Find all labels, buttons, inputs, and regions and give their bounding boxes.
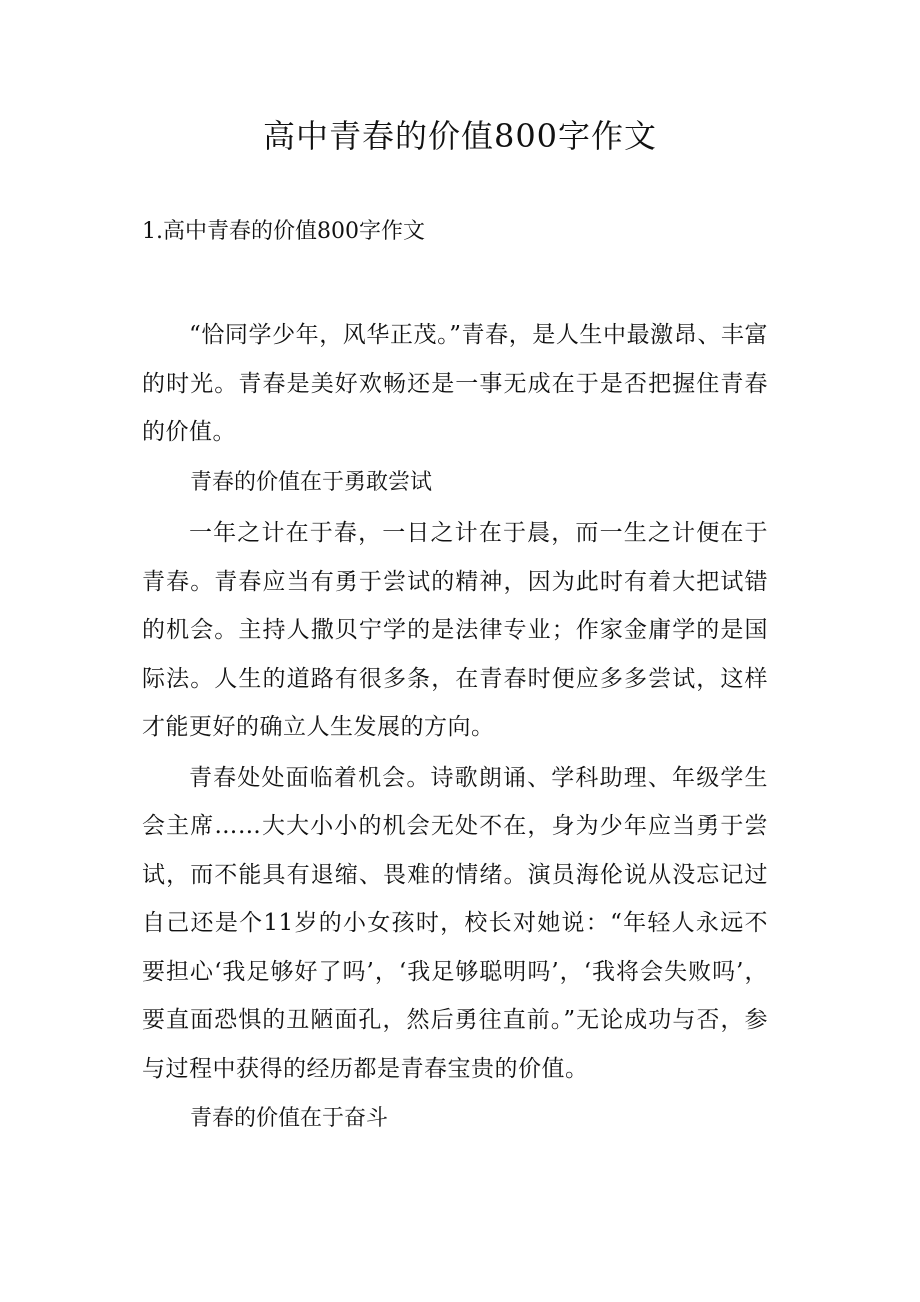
section-heading: 1.高中青春的价值800字作文 xyxy=(142,219,425,244)
document-title: 高中青春的价值800字作文 xyxy=(262,117,658,155)
document-body xyxy=(142,311,768,1146)
paragraph-attempt-1: 一年之计在于春，一日之计在于晨，而一生之计便在于青春。青春应当有勇于尝试的精神，因为此时有着大把试错的机会。主持人撒贝宁学的是法律专业；作家金庸学的是国际法。人生的道路有很多条，在青春时便应多多尝试，这样才能更好的确立人生发展的方向。 xyxy=(142,520,768,740)
subheading-struggle: 青春的价值在于奋斗 xyxy=(190,1106,389,1131)
paragraph-intro: “恰同学少年，风华正茂。”青春，是人生中最激昂、丰富的时光。青春是美好欢畅还是一事无成在于是否把握住青春的价值。 xyxy=(142,322,768,445)
paragraph-attempt-2: 青春处处面临着机会。诗歌朗诵、学科助理、年级学生会主席……大大小小的机会无处不在，身为少年应当勇于尝试，而不能具有退缩、畏难的情绪。演员海伦说从没忘记过自己还是个11岁的小女孩时，校长对她说：“年轻人永远不要担心‘我足够好了吗’，‘我足够聪明吗’，‘我将会失败吗’，要直面恐惧的丑陋面孔，然后勇往直前。”无论成功与否，参与过程中获得的经历都是青春宝贵的价值。 xyxy=(142,764,768,1082)
subheading-brave-attempt: 青春的价值在于勇敢尝试 xyxy=(190,469,433,495)
